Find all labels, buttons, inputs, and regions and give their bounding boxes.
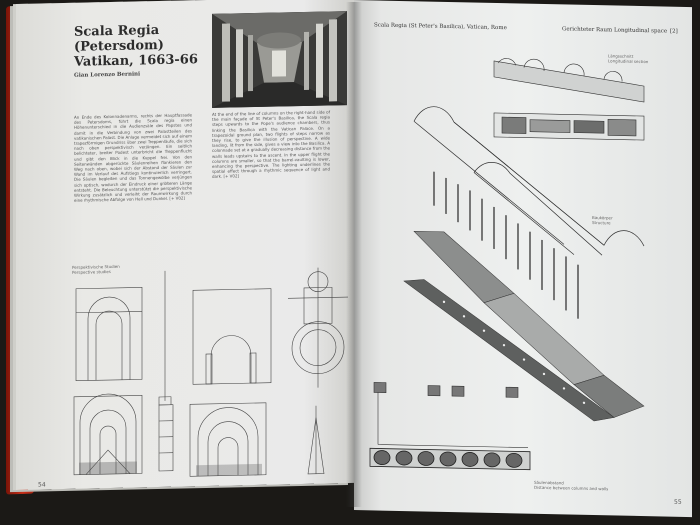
caption-2-de: Baukörper bbox=[592, 214, 613, 221]
running-header-right: Gerichteter Raum Longitudinal space bbox=[562, 26, 668, 35]
interior-photo bbox=[212, 11, 347, 108]
caption-longitudinal bbox=[608, 53, 648, 64]
left-page bbox=[16, 0, 354, 490]
column-distance-plan bbox=[368, 380, 538, 484]
running-header-left: Scala Regia (St Peter's Basilica), Vatican, Rome bbox=[374, 22, 507, 32]
photo-illustration bbox=[212, 11, 347, 108]
english-text-column: At the end of the line of columns on the right-hand side of the main façade of St Peter's Basilica, the Scala regia steps upwards to the Pope's audience chambers, thus linking the Basilica with the Vatican Palace. On a trapezoidal ground plan, two flights of steps narrow as they rise, to give the illusion of perspective. A wide landing, lit from the side, gives a view into the Basilica. A colonnade set at a gradually decreasing distance from the walls leads upstairs to the ascent. In the upper flight the columns are smaller, so that the barrel-vaulting is lower, enhancing the perspective. The lighting underlines the spatial effect through a rhythmic sequence of light and dark. [+ V02] bbox=[212, 109, 330, 180]
page-number-right: 55 bbox=[674, 498, 682, 506]
page-title: Scala Regia (Petersdom) Vatikan, 1663-66 bbox=[74, 23, 198, 70]
caption-2-en: Structure bbox=[592, 219, 611, 226]
caption-1-de: Längsschnitt bbox=[608, 53, 634, 59]
caption-3-en: Distance between columns and walls bbox=[534, 484, 609, 492]
right-page bbox=[354, 0, 692, 517]
german-text-column: An Ende des Kolonnadenarms, rechts der Hauptfassade des Petersdoms, führt die Scala regia einen Höhenunterschied in die Audienzsäle des Papstes und damit in die Verbindung von zwei Palastteilen des vatikanischen Palast. Die Anlage vermeidet sich auf einem trapezförmigen Grundriss über zwei Treppenläufe, die sich nach oben perspektivisch verjüngen. Ein seitlich belichteter, breiter Podest unterbricht die Treppenflucht und gibt den Blick in die Kuppel frei. Von den Seitenwänden abgerückte Säulenreihen flankieren den Weg nach oben, wobei sich der Abstand der Säulen zur Wand im Verlauf des Aufstiegs kontinuierlich verringert. Die Säulen begleiten und das Tonnengewölbe verjüngen sich optisch, wodurch der Eindruck einer größeren Länge entsteht. Die Beleuchtung unterstützt die perspektivische Wirkung zusätzlich und verleiht der Raumwirkung durch eine rhythmische Abfolge von Hell und Dunkel. [+ V02] bbox=[74, 112, 192, 204]
caption-structure bbox=[592, 215, 613, 225]
page-number-left: 54 bbox=[38, 481, 46, 489]
caption-1-en: Longitudinal section bbox=[608, 58, 649, 65]
caption-3-de: Säulenabstand bbox=[534, 479, 564, 486]
perspective-drawings bbox=[26, 267, 346, 474]
drawing-caption-de: Perspektivische Studien bbox=[72, 263, 120, 270]
drawing-caption-en: Perspective studies bbox=[72, 269, 111, 275]
header-number: [2] bbox=[670, 28, 678, 35]
caption-column-distance bbox=[534, 480, 608, 492]
author-name: Gian Lorenzo Bernini bbox=[74, 71, 141, 79]
